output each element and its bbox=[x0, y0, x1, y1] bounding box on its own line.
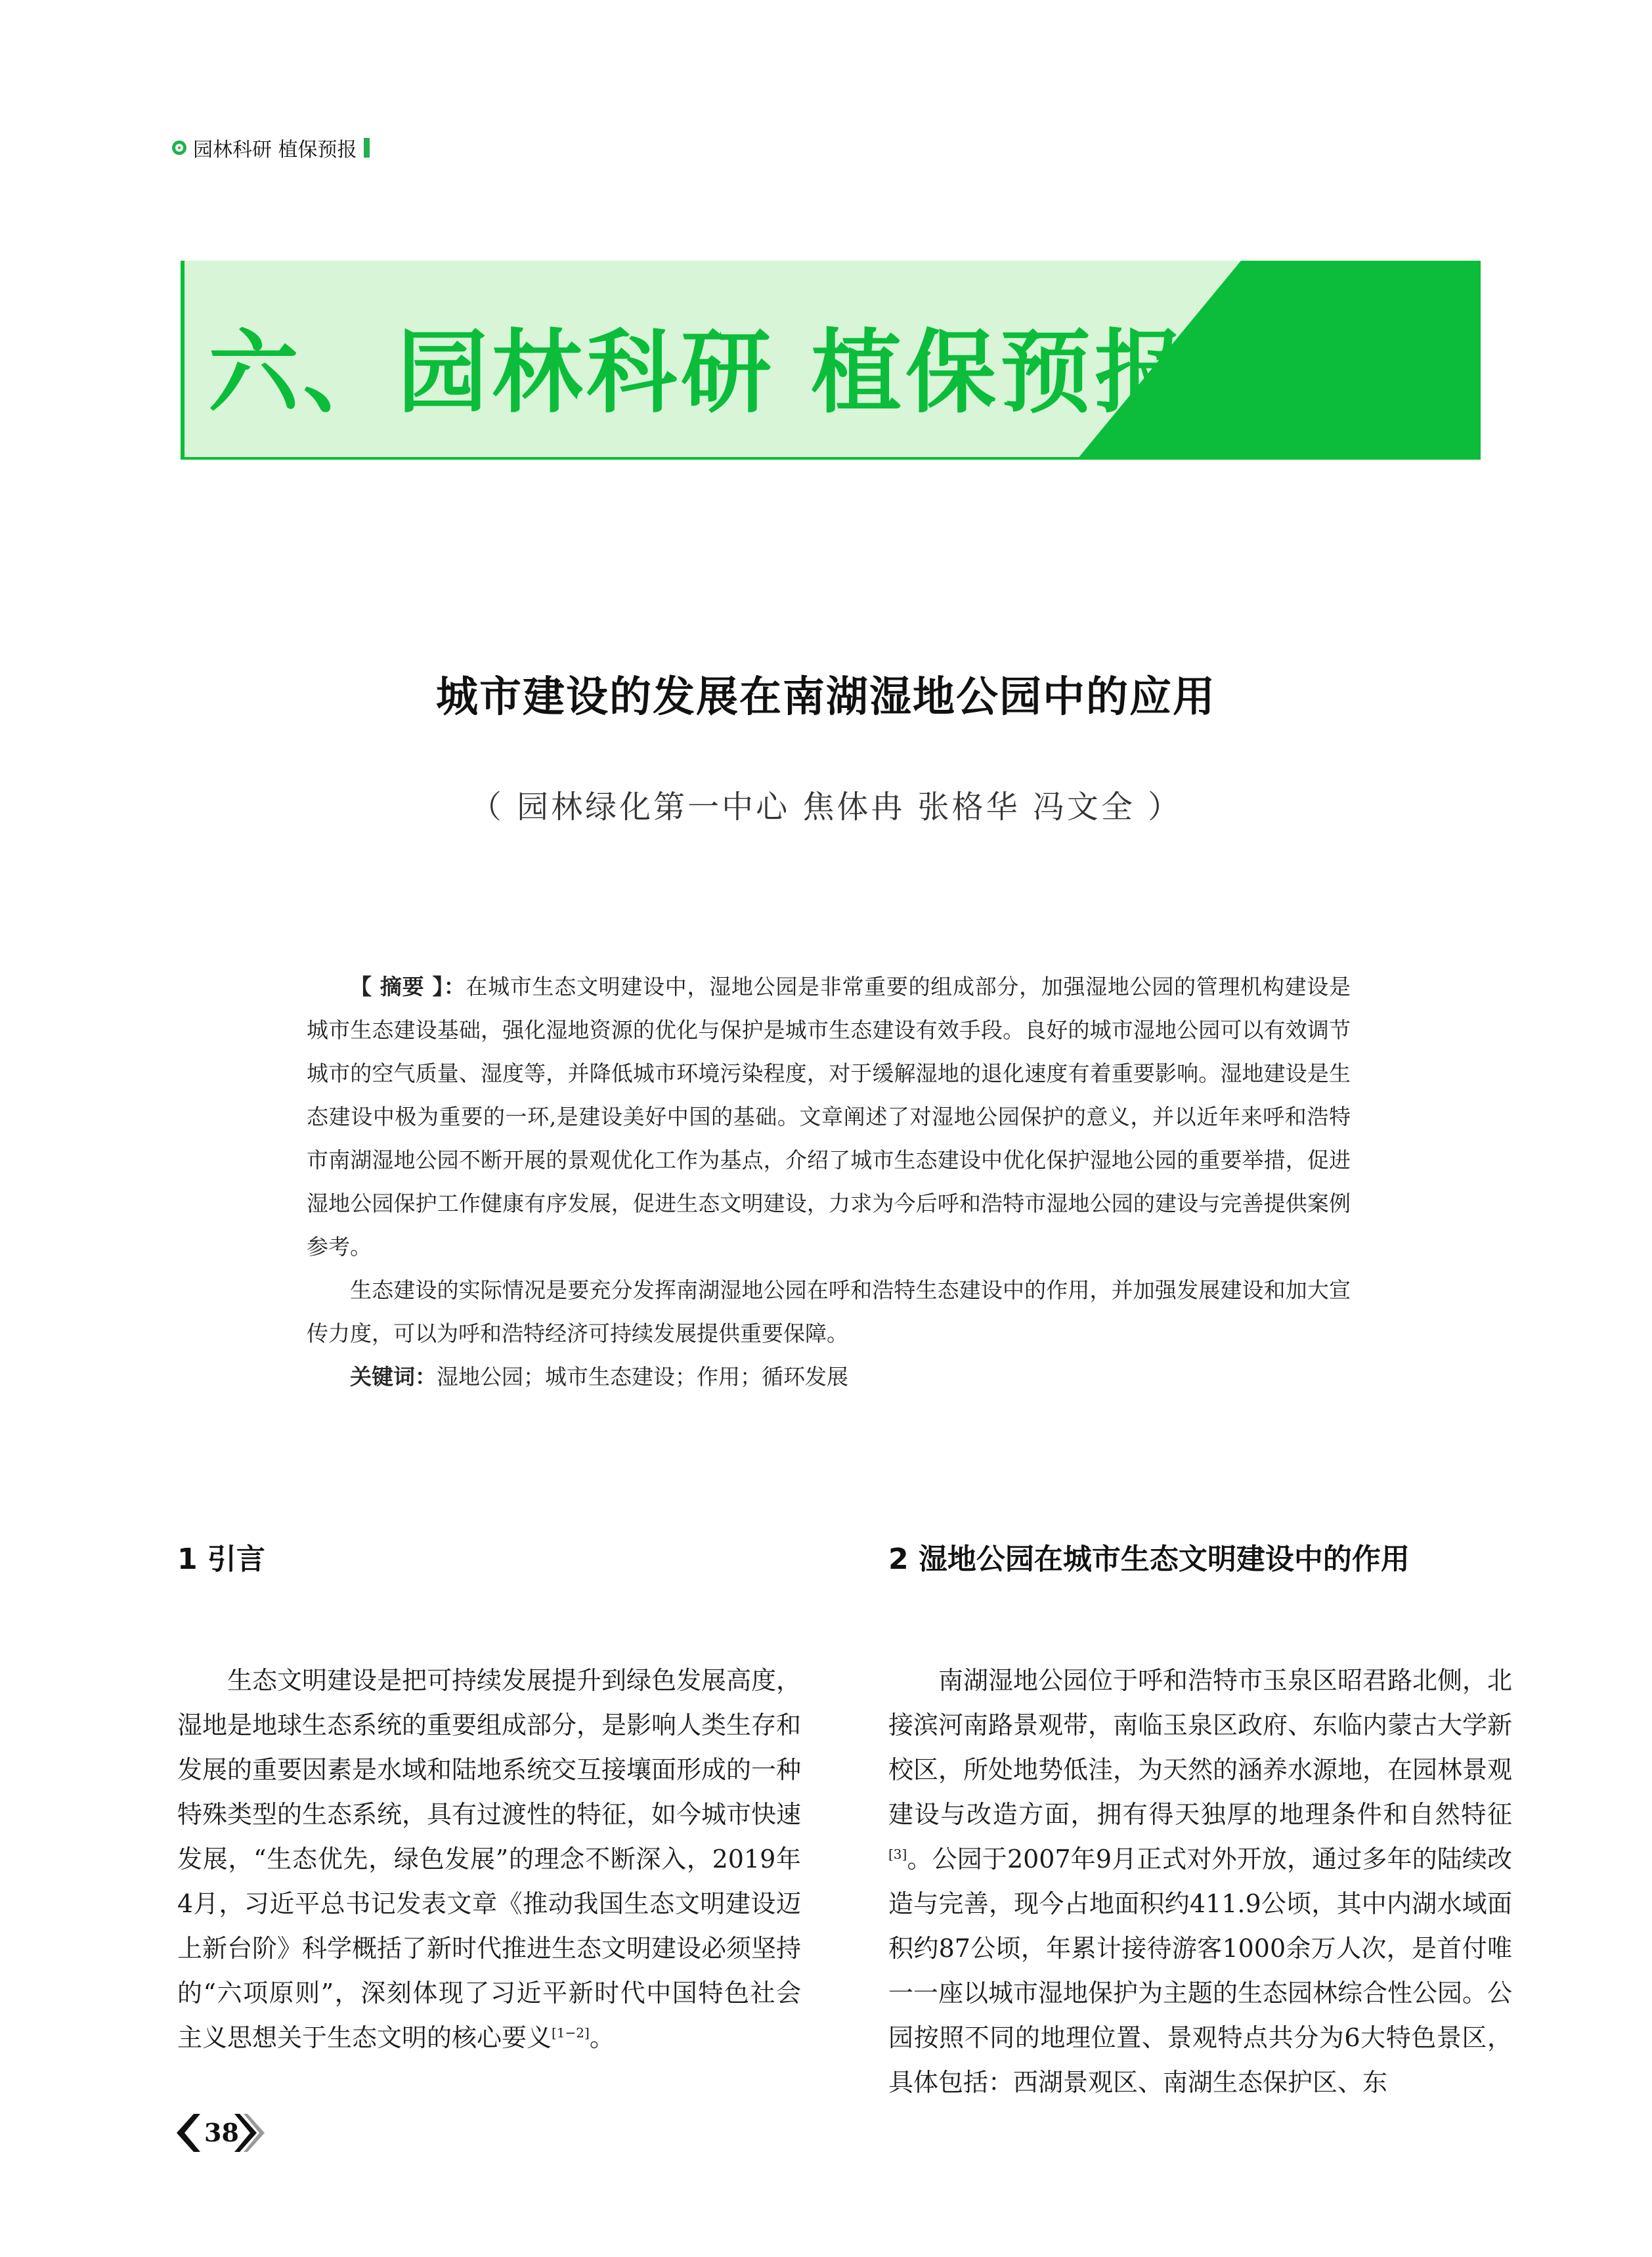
header-bar-mark bbox=[364, 138, 370, 158]
abstract-text: 在城市生态文明建设中，湿地公园是非常重要的组成部分，加强湿地公园的管理机构建设是城市生态建设基础，强化湿地资源的优化与保护是城市生态建设有效手段。良好的城市湿地公园可以有效调节城市的空气质量、湿度等，并降低城市环境污染程度，对于缓解湿地的退化速度有着重要影响。湿地建设是生态建设中极为重要的一环,是建设美好中国的基础。文章阐述了对湿地公园保护的意义，并以近年来呼和浩特市南湖湿地公园不断开展的景观优化工作为基点，介绍了城市生态建设中优化保护湿地公园的重要举措，促进湿地公园保护工作健康有序发展，促进生态文明建设，力求为今后呼和浩特市湿地公园的建设与完善提供案例参考。 bbox=[307, 974, 1351, 1260]
section-1-paragraph bbox=[177, 1658, 801, 2060]
running-header bbox=[172, 131, 370, 164]
section-heading-2: 2 湿地公园在城市生态文明建设中的作用 bbox=[888, 1543, 1410, 1576]
article-title: 城市建设的发展在南湖湿地公园中的应用 bbox=[436, 673, 1216, 722]
page-number-badge bbox=[174, 2111, 266, 2155]
target-circle-icon bbox=[172, 141, 186, 155]
keywords-text: 湿地公园；城市生态建设；作用；循环发展 bbox=[437, 1364, 848, 1390]
section-2-text-a: 南湖湿地公园位于呼和浩特市玉泉区昭君路北侧，北接滨河南路景观带，南临玉泉区政府、东临内蒙古大学新校区，所处地势低洼，为天然的涵养水源地，在园林景观建设与改造方面，拥有得天独厚的地理条件和自然特征 bbox=[888, 1666, 1513, 1829]
running-header-text: 园林科研 植保预报 bbox=[193, 139, 357, 162]
section-1-tail: 。 bbox=[589, 2023, 615, 2052]
section-banner bbox=[181, 261, 1507, 460]
citation-ref: [3] bbox=[888, 1846, 907, 1862]
left-column bbox=[177, 1540, 801, 2060]
page-number: 38 bbox=[204, 2118, 239, 2147]
keywords-line bbox=[307, 1355, 1351, 1399]
article-byline: （ 园林绿化第一中心 焦体冉 张格华 冯文全 ） bbox=[469, 789, 1183, 825]
section-2-body bbox=[888, 1658, 1512, 2105]
abstract-paragraph bbox=[307, 965, 1351, 1269]
section-heading-1: 1 引言 bbox=[177, 1543, 265, 1576]
section-2-text-b: 。公园于2007年9月正式对外开放，通过多年的陆续改造与完善，现今占地面积约411.9公顷，其中内湖水域面积约87公顷，年累计接待游客1000余万人次，是首付唯一一座以城市湿地保护为主题的生态园林综合性公园。公园按照不同的地理位置、景观特点共分为6大特色景区，具体包括：西湖景观区、南湖生态保护区、东 bbox=[888, 1845, 1513, 2097]
section-1-body bbox=[177, 1658, 801, 2060]
abstract-label: 【 摘要 】： bbox=[350, 974, 466, 999]
citation-ref: [1−2] bbox=[552, 2025, 590, 2041]
abstract-paragraph-2: 生态建设的实际情况是要充分发挥南湖湿地公园在呼和浩特生态建设中的作用，并加强发展建设和加大宣传力度，可以为呼和浩特经济可持续发展提供重要保障。 bbox=[307, 1277, 1351, 1346]
section-1-text: 生态文明建设是把可持续发展提升到绿色发展高度，湿地是地球生态系统的重要组成部分，是影响人类生存和发展的重要因素是水域和陆地系统交互接壤面形成的一种特殊类型的生态系统，具有过渡性的特征，如今城市快速发展，“生态优先，绿色发展”的理念不断深入，2019年4月，习近平总书记发表文章《推动我国生态文明建设迈上新台阶》科学概括了新时代推进生态文明建设必须坚持的“六项原则”，深刻体现了习近平新时代中国特色社会主义思想关于生态文明的核心要义 bbox=[177, 1666, 802, 2052]
banner-title: 六、园林科研 植保预报 bbox=[208, 320, 1190, 426]
abstract-block bbox=[307, 965, 1351, 1399]
keywords-label: 关键词： bbox=[350, 1364, 437, 1390]
right-column bbox=[888, 1540, 1512, 2105]
section-2-paragraph bbox=[888, 1658, 1512, 2105]
